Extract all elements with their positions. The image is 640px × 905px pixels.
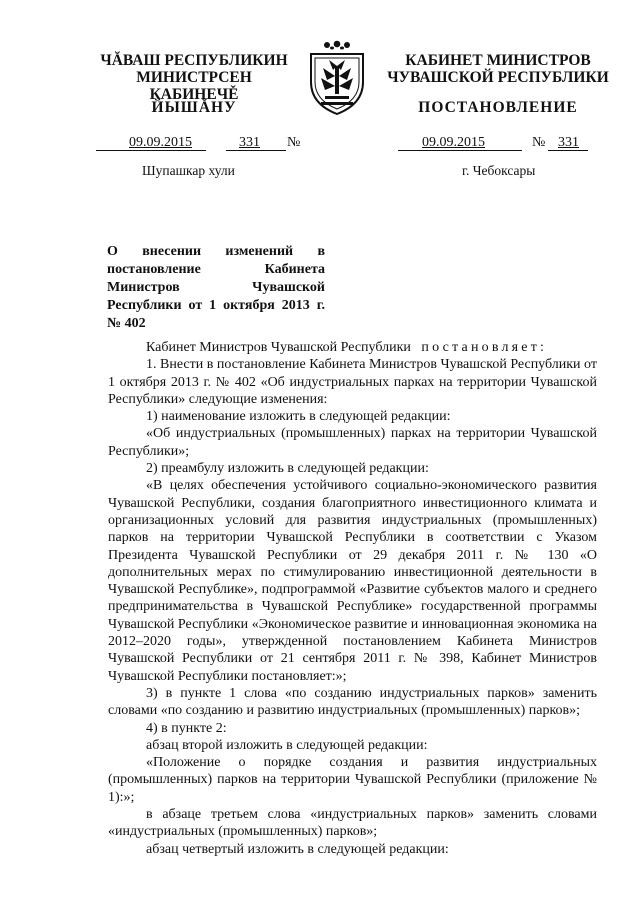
body-paragraph: 1. Внести в постановление Кабинета Министров Чувашской Республики от 1 октября 2013 г. № 402 «Об индустриальных парках на территории Чувашской Республики» следующие изменения: xyxy=(108,357,597,407)
doctype-russian: ПОСТАНОВЛЕНИЕ xyxy=(418,99,578,116)
date-right: 09.09.2015 xyxy=(422,135,485,150)
body-paragraph: 3) в пункте 1 слова «по созданию индустриальных парков» заменить словами «по созданию и развитию индустриальных (промышленных) парков»; xyxy=(108,685,597,719)
doctype-chuvash: ЙЫШĂНУ xyxy=(151,99,237,116)
date-left: 09.09.2015 xyxy=(129,135,192,150)
body-paragraph: 2) преамбулу изложить в следующей редакции: xyxy=(146,461,429,477)
header-russian-line2: ЧУВАШСКОЙ РЕСПУБЛИКИ xyxy=(387,69,609,86)
body-paragraph: абзац четвертый изложить в следующей редакции: xyxy=(146,841,449,857)
number-line-left xyxy=(96,135,316,153)
body-intro: Кабинет Министров Чувашской Республики постановляет: xyxy=(146,340,548,355)
body-paragraph: «Положение о порядке создания и развития индустриальных (промышленных) парков на территории Чувашской Республики (приложение № 1):»; xyxy=(108,755,597,805)
number-sign-left: № xyxy=(287,135,301,150)
header-russian-line1: КАБИНЕТ МИНИСТРОВ xyxy=(405,52,591,69)
body-paragraph: «Об индустриальных (промышленных) парках на территории Чувашской Республики»; xyxy=(108,426,597,459)
body-paragraph: 1) наименование изложить в следующей редакции: xyxy=(146,409,451,425)
doc-number-left: 331 xyxy=(239,135,260,150)
document-title: О внесении изменений в постановление Кабинета Министров Чувашской Республики от 1 октября 2013 г. № 402 xyxy=(107,244,325,331)
number-sign-right: № xyxy=(532,135,546,150)
place-chuvash: Шупашкар хули xyxy=(142,163,235,178)
body-paragraph: 4) в пункте 2: xyxy=(146,720,227,736)
body-intro-decree: постановляет: xyxy=(421,340,548,355)
header-chuvash-line2: МИНИСТРСЕН КАБИНЕЧĚ xyxy=(136,69,252,103)
place-russian: г. Чебоксары xyxy=(462,163,536,178)
body-paragraph: абзац второй изложить в следующей редакции: xyxy=(146,737,428,753)
document-body xyxy=(108,339,597,858)
header-russian xyxy=(378,52,618,86)
doc-number-right: 331 xyxy=(558,135,579,150)
body-paragraph: в абзаце третьем слова «индустриальных парков» заменить словами «индустриальных (промышленных) парков»; xyxy=(108,807,597,840)
number-line-right xyxy=(398,135,598,153)
chuvash-republic-emblem-icon xyxy=(303,40,371,118)
body-paragraph: «В целях обеспечения устойчивого социально-экономического развития Чувашской Республики, создания благоприятного инвестиционного климата и организационных условий для развития индустриальных (промышленных) парков на территории Чувашской Республики в соответствии с Указом Президента Чувашской Республики от 29 декабря 2011 г. № 130 «О дополнительных мерах по стимулированию инвестиционной деятельности в Чувашской Республике», подпрограммой «Развитие субъектов малого и среднего предпринимательства в Чувашской Республике» государственной программы Чувашской Республики «Экономическое развитие и инновационная экономика на 2012–2020 годы», утвержденной постановлением Кабинета Министров Чувашской Республики от 21 сентября 2011 г. № 398, Кабинет Министров Чувашской Республики постановляет:»; xyxy=(108,478,597,684)
header-chuvash-line1: ЧĂВАШ РЕСПУБЛИКИН xyxy=(100,52,288,69)
header-chuvash xyxy=(96,52,292,103)
